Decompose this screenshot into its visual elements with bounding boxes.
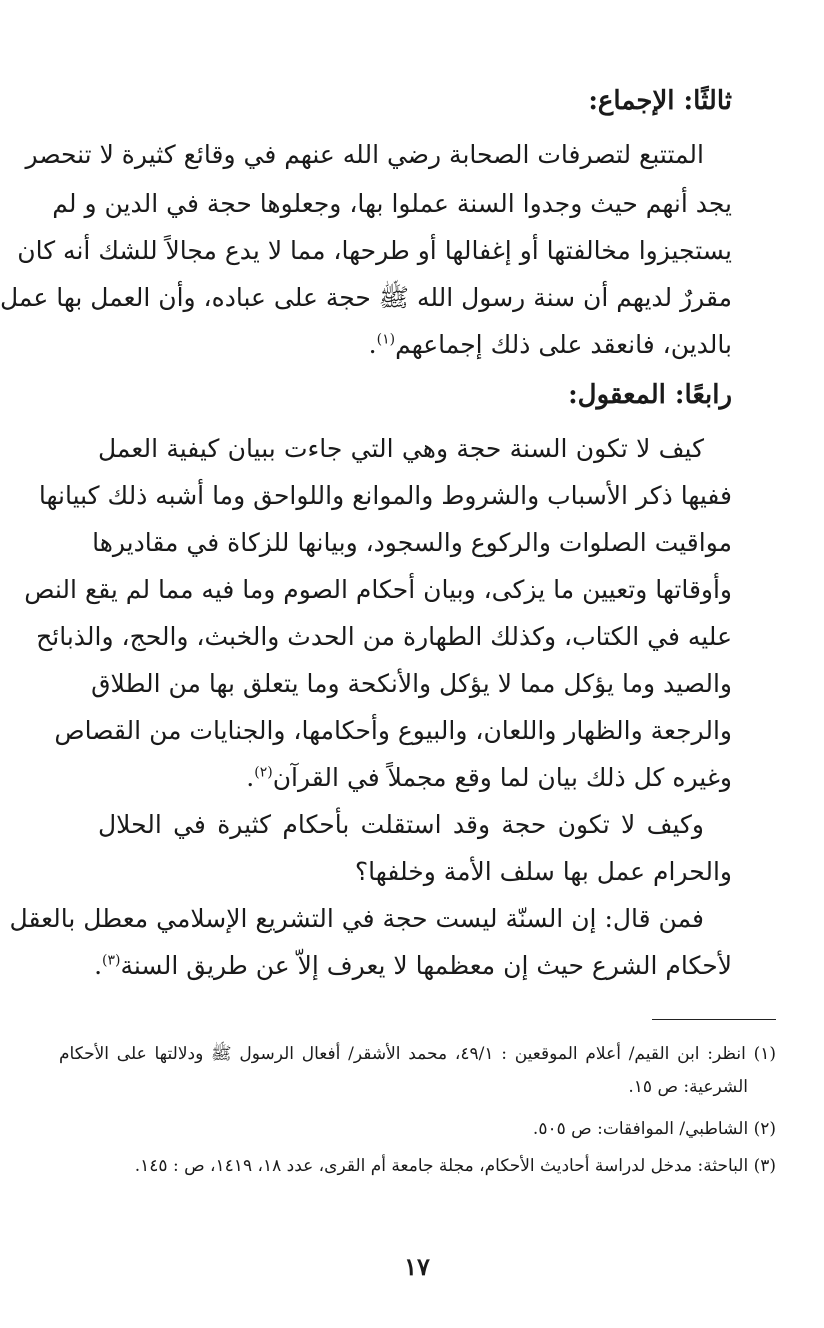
paragraph-line: ففيها ذكر الأسباب والشروط والموانع واللواحق وما أشبه ذلك كبيانها xyxy=(38,481,732,510)
sentence-end: . xyxy=(94,951,103,980)
footnote-separator xyxy=(652,1019,776,1020)
footnote-2: (٢) الشاطبي/ الموافقات: ص ٥٠٥. xyxy=(532,1119,776,1139)
paragraph-line-last xyxy=(98,328,732,362)
section-heading-consensus: ثالثًا: الإجماع: xyxy=(588,86,732,116)
paragraph-line: كيف لا تكون السنة حجة وهي التي جاءت ببيان كيفية العمل xyxy=(98,434,704,463)
page-number: ١٧ xyxy=(404,1252,430,1281)
paragraph-line: عليه في الكتاب، وكذلك الطهارة من الحدث والخبث، والحج، والذبائح xyxy=(36,622,732,651)
sentence-end: . xyxy=(246,763,255,792)
footnote-ref-1: (١) xyxy=(376,331,396,348)
paragraph-line: مواقيت الصلوات والركوع والسجود، وبيانها للزكاة في مقاديرها xyxy=(92,528,732,557)
paragraph-line: والرجعة والظهار واللعان، والبيوع وأحكامها، والجنايات من القصاص xyxy=(54,716,732,745)
paragraph-line: يستجيزوا مخالفتها أو إغفالها أو طرحها، مما لا يدع مجالاً للشك أنه كان xyxy=(17,236,732,265)
paragraph-line: وكيف لا تكون حجة وقد استقلت بأحكام كثيرة في الحلال xyxy=(98,810,704,839)
paragraph-line: المتتبع لتصرفات الصحابة رضي الله عنهم في وقائع كثيرة لا تنحصر xyxy=(25,140,704,169)
paragraph-line: مقررٌ لديهم أن سنة رسول الله ﷺ حجة على عباده، وأن العمل بها عمل xyxy=(0,283,732,312)
paragraph-text: لأحكام الشرع حيث إن معظمها لا يعرف إلاّ عن طريق السنة xyxy=(120,951,732,980)
paragraph-line: فمن قال: إن السنّة ليست حجة في التشريع الإسلامي معطل بالعقل xyxy=(9,904,704,933)
paragraph-line: يجد أنهم حيث وجدوا السنة عملوا بها، وجعلوها حجة في الدين و لم xyxy=(52,189,732,218)
footnote-1: (١) انظر: ابن القيم/ أعلام الموقعين : ٤٩/١، محمد الأشقر/ أفعال الرسول ﷺ ودلالتها على الأحكام xyxy=(59,1044,776,1064)
footnote-3: (٣) الباحثة: مدخل لدراسة أحاديث الأحكام، مجلة جامعة أم القرى، عدد ١٨، ١٤١٩، ص : ١٤٥. xyxy=(134,1156,776,1176)
paragraph-line-last: والحرام عمل بها سلف الأمة وخلفها؟ xyxy=(354,857,732,886)
paragraph-line-last xyxy=(94,949,732,983)
section-heading-reason: رابعًا: المعقول: xyxy=(568,380,732,410)
footnote-ref-2: (٢) xyxy=(254,764,273,781)
footnote-1-continuation: الشرعية: ص ١٥. xyxy=(628,1077,748,1097)
paragraph-text: وغيره كل ذلك بيان لما وقع مجملاً في القرآن xyxy=(272,763,732,792)
sentence-end: . xyxy=(368,330,377,359)
footnote-ref-3: (٣) xyxy=(102,952,121,969)
paragraph-line: وأوقاتها وتعيين ما يزكى، وبيان أحكام الصوم وما فيه مما لم يقع النص xyxy=(24,575,732,604)
paragraph-line: والصيد وما يؤكل مما لا يؤكل والأنكحة وما يتعلق بها من الطلاق xyxy=(91,669,732,698)
paragraph-text: بالدين، فانعقد على ذلك إجماعهم xyxy=(395,330,732,359)
paragraph-line-last xyxy=(98,761,732,795)
